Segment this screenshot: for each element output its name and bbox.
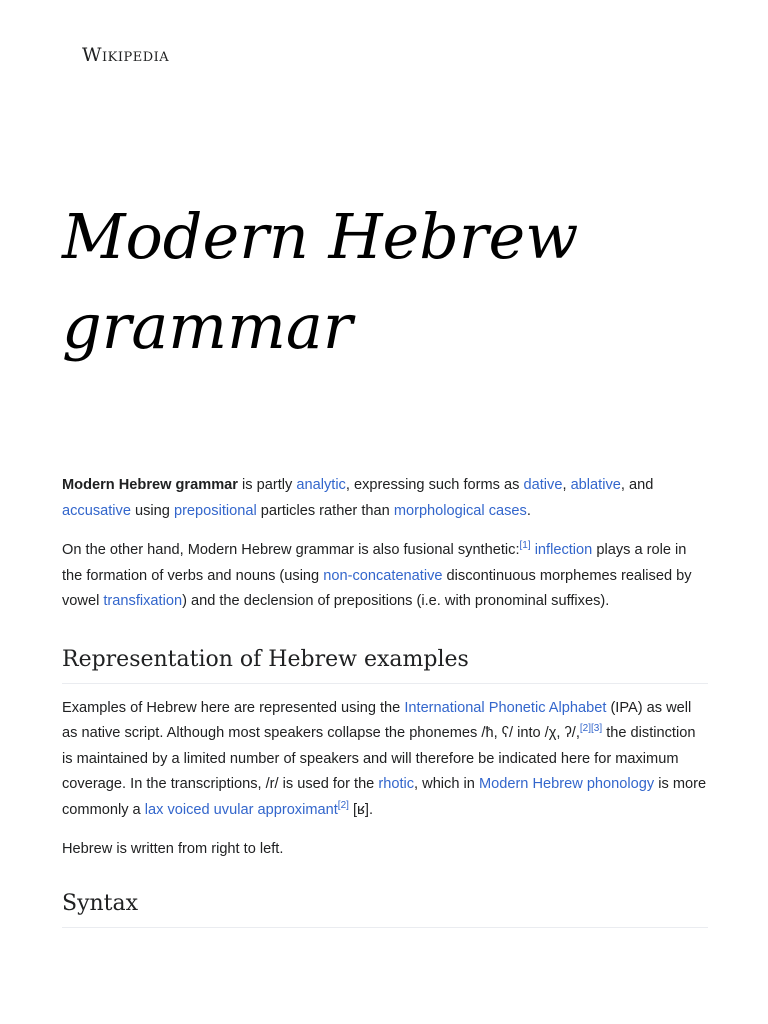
direction-paragraph: Hebrew is written from right to left.	[62, 841, 284, 857]
link-modern-hebrew-phonology[interactable]: Modern Hebrew phonology	[478, 776, 655, 792]
link-ablative[interactable]: ablative	[570, 477, 621, 493]
text: ) and the declension of prepositions (i.e. with pronominal suffixes).	[182, 593, 610, 609]
text: the distinction is maintained by a limited number of speakers and will therefore be indicated here for maximum coverage. In the transcriptions, /r/ is used for the	[62, 725, 696, 792]
text: , expressing such forms as	[345, 477, 524, 493]
link-non-concatenative[interactable]: non-concatenative	[323, 567, 443, 584]
citation-1[interactable]: [1]	[519, 540, 531, 552]
intro-bold-term: Modern Hebrew grammar	[62, 477, 238, 493]
second-paragraph	[62, 538, 708, 615]
article-body	[62, 473, 708, 940]
link-rhotic[interactable]: rhotic	[378, 776, 415, 792]
text: is partly	[237, 477, 297, 493]
text: [ʁ].	[348, 801, 374, 818]
text: ,	[562, 477, 571, 493]
citation-2b[interactable]: [2]	[337, 799, 349, 811]
representation-paragraph	[62, 696, 708, 824]
link-transfixation[interactable]: transfixation	[103, 593, 183, 609]
link-prepositional[interactable]: prepositional	[173, 502, 257, 519]
link-accusative[interactable]: accusative	[62, 502, 131, 519]
link-analytic[interactable]: analytic	[296, 477, 346, 493]
citation-2[interactable]: [2]	[579, 723, 592, 735]
wikipedia-wordmark[interactable]: Wikipedia	[82, 44, 170, 66]
link-inflection[interactable]: inflection	[534, 542, 593, 558]
text: particles rather than	[256, 502, 394, 519]
text: is more commonly a	[62, 776, 707, 818]
link-lax-voiced-uvular-approximant[interactable]: lax voiced uvular approximant	[144, 801, 338, 818]
text: using	[130, 502, 174, 519]
text: Examples of Hebrew here are represented using the	[62, 699, 405, 716]
text: (IPA) as well as native script. Although most speakers collapse the phonemes /ħ, ʕ/ into /χ, ʔ/,	[62, 699, 692, 741]
section-heading-representation: Representation of Hebrew examples	[62, 645, 708, 684]
text: plays a role in the formation of verbs and nouns (using	[62, 542, 687, 584]
text: , which in	[414, 776, 479, 792]
link-dative[interactable]: dative	[523, 477, 563, 493]
citation-3[interactable]: [3]	[591, 723, 603, 735]
link-morphological-cases[interactable]: morphological cases	[393, 502, 527, 519]
text: On the other hand, Modern Hebrew grammar is also fusional synthetic:	[62, 542, 520, 558]
intro-paragraph	[62, 473, 708, 524]
link-ipa[interactable]: International Phonetic Alphabet	[404, 699, 607, 716]
page-title: Modern Hebrew grammar	[62, 200, 579, 363]
text: discontinuous morphemes realised by vowel	[62, 567, 692, 609]
text: .	[526, 502, 531, 519]
text: , and	[620, 477, 654, 493]
section-heading-syntax: Syntax	[62, 889, 708, 928]
